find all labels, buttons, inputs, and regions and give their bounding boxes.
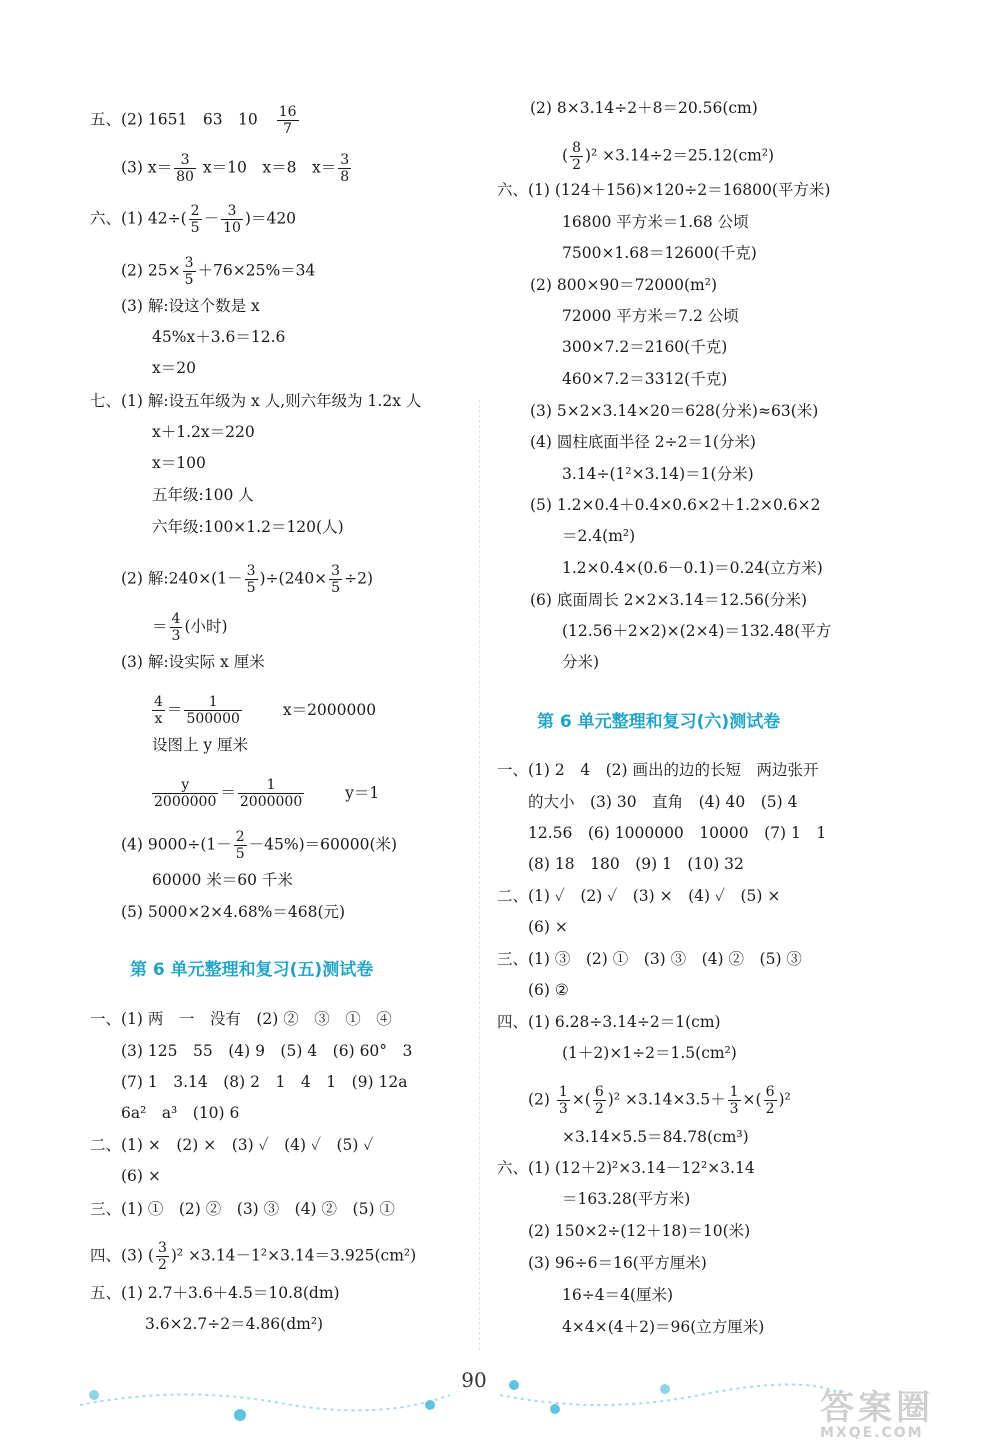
answer-line: 五、(2) 1651 63 10 $\frac{16}{7}$: [90, 104, 297, 137]
answer-line: 四、(1) 6.28÷3.14÷2＝1(cm): [497, 1013, 721, 1031]
answer-line: 一、(1) 两 一 没有 (2) ② ③ ① ④: [90, 1010, 392, 1028]
section-title: 第 6 单元整理和复习(五)测试卷: [130, 960, 374, 980]
answer-line: 二、(1) ✓ (2) ✓ (3) × (4) ✓ (5) ×: [497, 887, 781, 905]
answer-line: 45%x＋3.6＝12.6: [152, 328, 286, 346]
answer-line: 一、(1) 2 4 (2) 画出的边的长短 两边张开: [497, 761, 819, 779]
answer-line: 六、(1) (124＋156)×120÷2＝16800(平方米): [497, 181, 831, 199]
answer-line: 的大小 (3) 30 直角 (4) 40 (5) 4: [528, 793, 798, 811]
answer-line: 三、(1) ① (2) ② (3) ③ (4) ② (5) ①: [90, 1200, 395, 1218]
answer-line: 16÷4＝4(厘米): [562, 1286, 674, 1304]
answer-line: (4) 9000÷(1－ $\frac{2}{5}$ －45%)＝60000(米): [121, 829, 398, 862]
answer-line: 4×4×(4＋2)＝96(立方厘米): [562, 1318, 765, 1336]
answer-line: x＋1.2x＝220: [152, 423, 255, 441]
answer-line: (6) ×: [528, 918, 568, 936]
answer-line: (5) 1.2×0.4＋0.4×0.6×2＋1.2×0.6×2: [530, 496, 821, 514]
answer-line: (2) $\frac{1}{3}$ ×( $\frac{6}{2}$ )² ×3.14×3.5＋ $\frac{1}{3}$ ×( $\frac{6}{2}$ )²: [528, 1084, 791, 1117]
answer-line: 460×7.2＝3312(千克): [562, 370, 728, 388]
answer-line: 3.6×2.7÷2＝4.86(dm²): [145, 1315, 324, 1333]
answer-line: (3) x＝ $\frac{3}{80}$ x＝10 x＝8 x＝ $\frac{3}{8}$: [121, 152, 350, 185]
answer-line: 五、(1) 2.7＋3.6＋4.5＝10.8(dm): [90, 1284, 340, 1302]
watermark-logo: 答案圈 MXQE.COM: [820, 1388, 934, 1441]
answer-line: ＝ $\frac{4}{3}$ (小时): [152, 611, 228, 644]
answer-line: (12.56＋2×2)×(2×4)＝132.48(平方: [562, 622, 832, 640]
answer-line: ×3.14×5.5＝84.78(cm³): [562, 1128, 749, 1146]
answer-line: 六年级:100×1.2＝120(人): [152, 518, 344, 536]
answer-line: (2) 25× $\frac{3}{5}$ ＋76×25%＝34: [121, 255, 316, 288]
answer-line: 12.56 (6) 1000000 10000 (7) 1 1: [528, 824, 827, 842]
answer-line: $\frac{y}{2000000}$ ＝ $\frac{1}{2000000}$ y＝1: [154, 777, 380, 810]
answer-line: 60000 米＝60 千米: [152, 871, 293, 889]
answer-line: 二、(1) × (2) × (3) ✓ (4) ✓ (5) ✓: [90, 1136, 374, 1154]
answer-line: (5) 5000×2×4.68%＝468(元): [121, 903, 346, 921]
answer-line: 三、(1) ③ (2) ① (3) ③ (4) ② (5) ③: [497, 950, 802, 968]
answer-line: (3) 解:设这个数是 x: [121, 297, 260, 315]
answer-line: (3) 125 55 (4) 9 (5) 4 (6) 60° 3: [121, 1042, 413, 1060]
answer-line: 3.14÷(1²×3.14)＝1(分米): [562, 465, 754, 483]
answer-line: (8) 18 180 (9) 1 (10) 32: [528, 855, 744, 873]
answer-line: 16800 平方米＝1.68 公顷: [562, 213, 749, 231]
answer-line: 7500×1.68＝12600(千克): [562, 244, 757, 262]
answer-line: (3) 96÷6＝16(平方厘米): [528, 1254, 707, 1272]
answer-line: (6) ②: [528, 981, 569, 999]
answer-line: (4) 圆柱底面半径 2÷2＝1(分米): [530, 433, 756, 451]
answer-line: 设图上 y 厘米: [152, 736, 249, 754]
answer-line: (3) 解:设实际 x 厘米: [121, 653, 265, 671]
answer-line: (2) 800×90＝72000(m²): [530, 276, 717, 294]
answer-line: (6) ×: [121, 1167, 161, 1185]
answer-line: ( $\frac{8}{2}$ )² ×3.14÷2＝25.12(cm²): [562, 140, 775, 173]
answer-line: (6) 底面周长 2×2×3.14＝12.56(分米): [530, 591, 807, 609]
answer-line: 五年级:100 人: [152, 486, 254, 504]
answer-line: (2) 8×3.14÷2＋8＝20.56(cm): [530, 99, 758, 117]
answer-line: 1.2×0.4×(0.6－0.1)＝0.24(立方米): [562, 559, 823, 577]
answer-line: x＝20: [152, 359, 196, 377]
answer-line: $\frac{4}{x}$ ＝ $\frac{1}{500000}$ x＝2000000: [154, 694, 377, 727]
answer-line: ＝2.4(m²): [562, 527, 636, 545]
answer-line: 300×7.2＝2160(千克): [562, 338, 728, 356]
answer-line: x＝100: [152, 454, 206, 472]
answer-line: (1＋2)×1÷2＝1.5(cm²): [562, 1044, 737, 1062]
page-number: 90: [461, 1368, 487, 1392]
answer-line: (7) 1 3.14 (8) 2 1 4 1 (9) 12a: [121, 1073, 408, 1091]
answer-line: 七、(1) 解:设五年级为 x 人,则六年级为 1.2x 人: [90, 392, 422, 410]
column-divider: [479, 400, 480, 1350]
answer-line: 6a² a³ (10) 6: [121, 1104, 240, 1122]
answer-line: (2) 解:240×(1－ $\frac{3}{5}$ )÷(240× $\frac{3}{5}$ ÷2): [121, 563, 373, 596]
answer-line: ＝163.28(平方米): [562, 1190, 691, 1208]
answer-line: 72000 平方米＝7.2 公顷: [562, 307, 739, 325]
answer-line: (2) 150×2÷(12＋18)＝10(米): [528, 1222, 751, 1240]
section-title: 第 6 单元整理和复习(六)测试卷: [537, 712, 781, 732]
answer-line: 六、(1) 42÷( $\frac{2}{5}$ － $\frac{3}{10}$ )＝420: [90, 203, 297, 236]
answer-line: (3) 5×2×3.14×20＝628(分米)≈63(米): [530, 402, 819, 420]
answer-line: 六、(1) (12＋2)²×3.14－12²×3.14: [497, 1159, 755, 1177]
answer-line: 四、(3) ( $\frac{3}{2}$ )² ×3.14－1²×3.14＝3.925(cm²): [90, 1240, 417, 1273]
answer-line: 分米): [562, 653, 600, 671]
